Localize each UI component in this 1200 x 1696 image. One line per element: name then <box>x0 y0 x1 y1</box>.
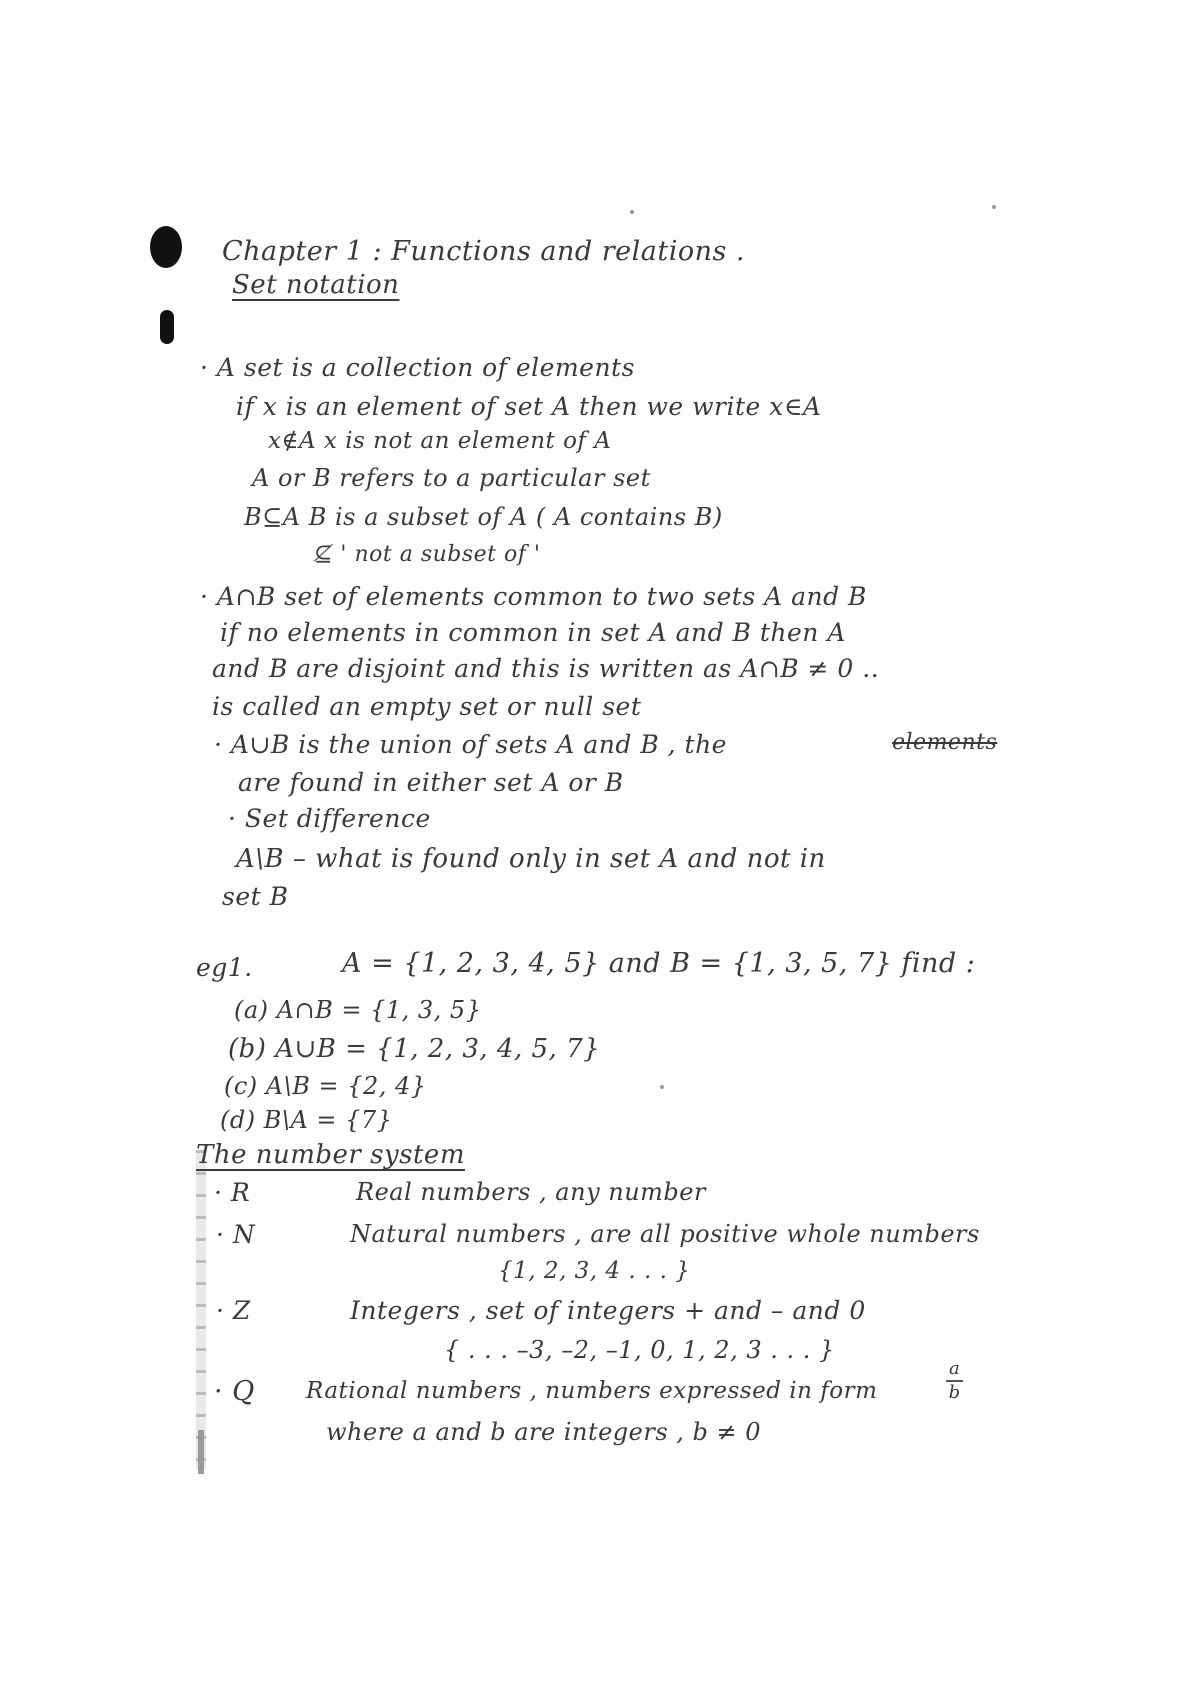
page-margin-shadow <box>198 1430 204 1474</box>
example-label: eg1. <box>196 953 253 982</box>
example-part-d: (d) B\A = {7} <box>220 1106 393 1134</box>
number-set-z: { . . . –3, –2, –1, 0, 1, 2, 3 . . . } <box>444 1336 835 1364</box>
number-symbol-z: · Z <box>216 1296 251 1325</box>
note-line-14: A\B – what is found only in set A and not in <box>236 844 826 874</box>
number-desc-r: Real numbers , any number <box>356 1178 706 1206</box>
note-line-1: · A set is a collection of elements <box>200 353 635 382</box>
number-note-q: where a and b are integers , b ≠ 0 <box>326 1418 762 1446</box>
number-symbol-n: · N <box>216 1220 256 1249</box>
struck-word: elements <box>892 730 998 755</box>
example-statement: A = {1, 2, 3, 4, 5} and B = {1, 3, 5, 7} find : <box>342 948 976 979</box>
number-symbol-r: · R <box>214 1178 251 1207</box>
note-line-13: · Set difference <box>228 804 431 833</box>
example-part-a: (a) A∩B = {1, 3, 5} <box>234 996 482 1024</box>
note-line-6: ⊈ ' not a subset of ' <box>314 542 541 567</box>
note-line-5: B⊆A B is a subset of A ( A contains B) <box>244 503 723 531</box>
note-line-9: and B are disjoint and this is written as A∩B ≠ 0 .. <box>212 654 880 683</box>
chapter-title: Chapter 1 : Functions and relations . <box>222 236 746 267</box>
note-line-10: is called an empty set or null set <box>212 692 642 721</box>
punch-hole-top <box>150 226 182 268</box>
note-line-3: x∉A x is not an element of A <box>268 428 612 454</box>
note-line-7: · A∩B set of elements common to two sets A and B <box>200 582 867 611</box>
note-line-11: · A∪B is the union of sets A and B , the <box>214 730 727 759</box>
number-system-heading: The number system <box>196 1140 465 1170</box>
note-line-15: set B <box>222 882 289 911</box>
scan-speck <box>660 1085 664 1089</box>
note-line-8: if no elements in common in set A and B then A <box>220 618 846 647</box>
fraction-a-over-b <box>946 1360 963 1402</box>
note-line-4: A or B refers to a particular set <box>252 464 651 492</box>
fraction-denominator: b <box>948 1382 961 1403</box>
page-margin-edge <box>196 1150 206 1470</box>
number-desc-q: Rational numbers , numbers expressed in form <box>306 1378 878 1404</box>
scan-speck <box>630 210 634 214</box>
example-part-b: (b) A∪B = {1, 2, 3, 4, 5, 7} <box>228 1034 601 1064</box>
note-line-12: are found in either set A or B <box>238 768 624 797</box>
fraction-numerator: a <box>946 1360 963 1382</box>
number-symbol-q: · Q <box>214 1376 255 1407</box>
scan-speck <box>992 205 996 209</box>
example-part-c: (c) A\B = {2, 4} <box>224 1072 427 1100</box>
note-line-2: if x is an element of set A then we write x∈A <box>236 392 822 421</box>
number-desc-n: Natural numbers , are all positive whole numbers <box>350 1220 980 1248</box>
section-heading: Set notation <box>232 270 400 300</box>
number-set-n: {1, 2, 3, 4 . . . } <box>498 1258 691 1284</box>
number-desc-z: Integers , set of integers + and – and 0 <box>350 1296 866 1325</box>
punch-hole-bottom <box>160 310 174 344</box>
